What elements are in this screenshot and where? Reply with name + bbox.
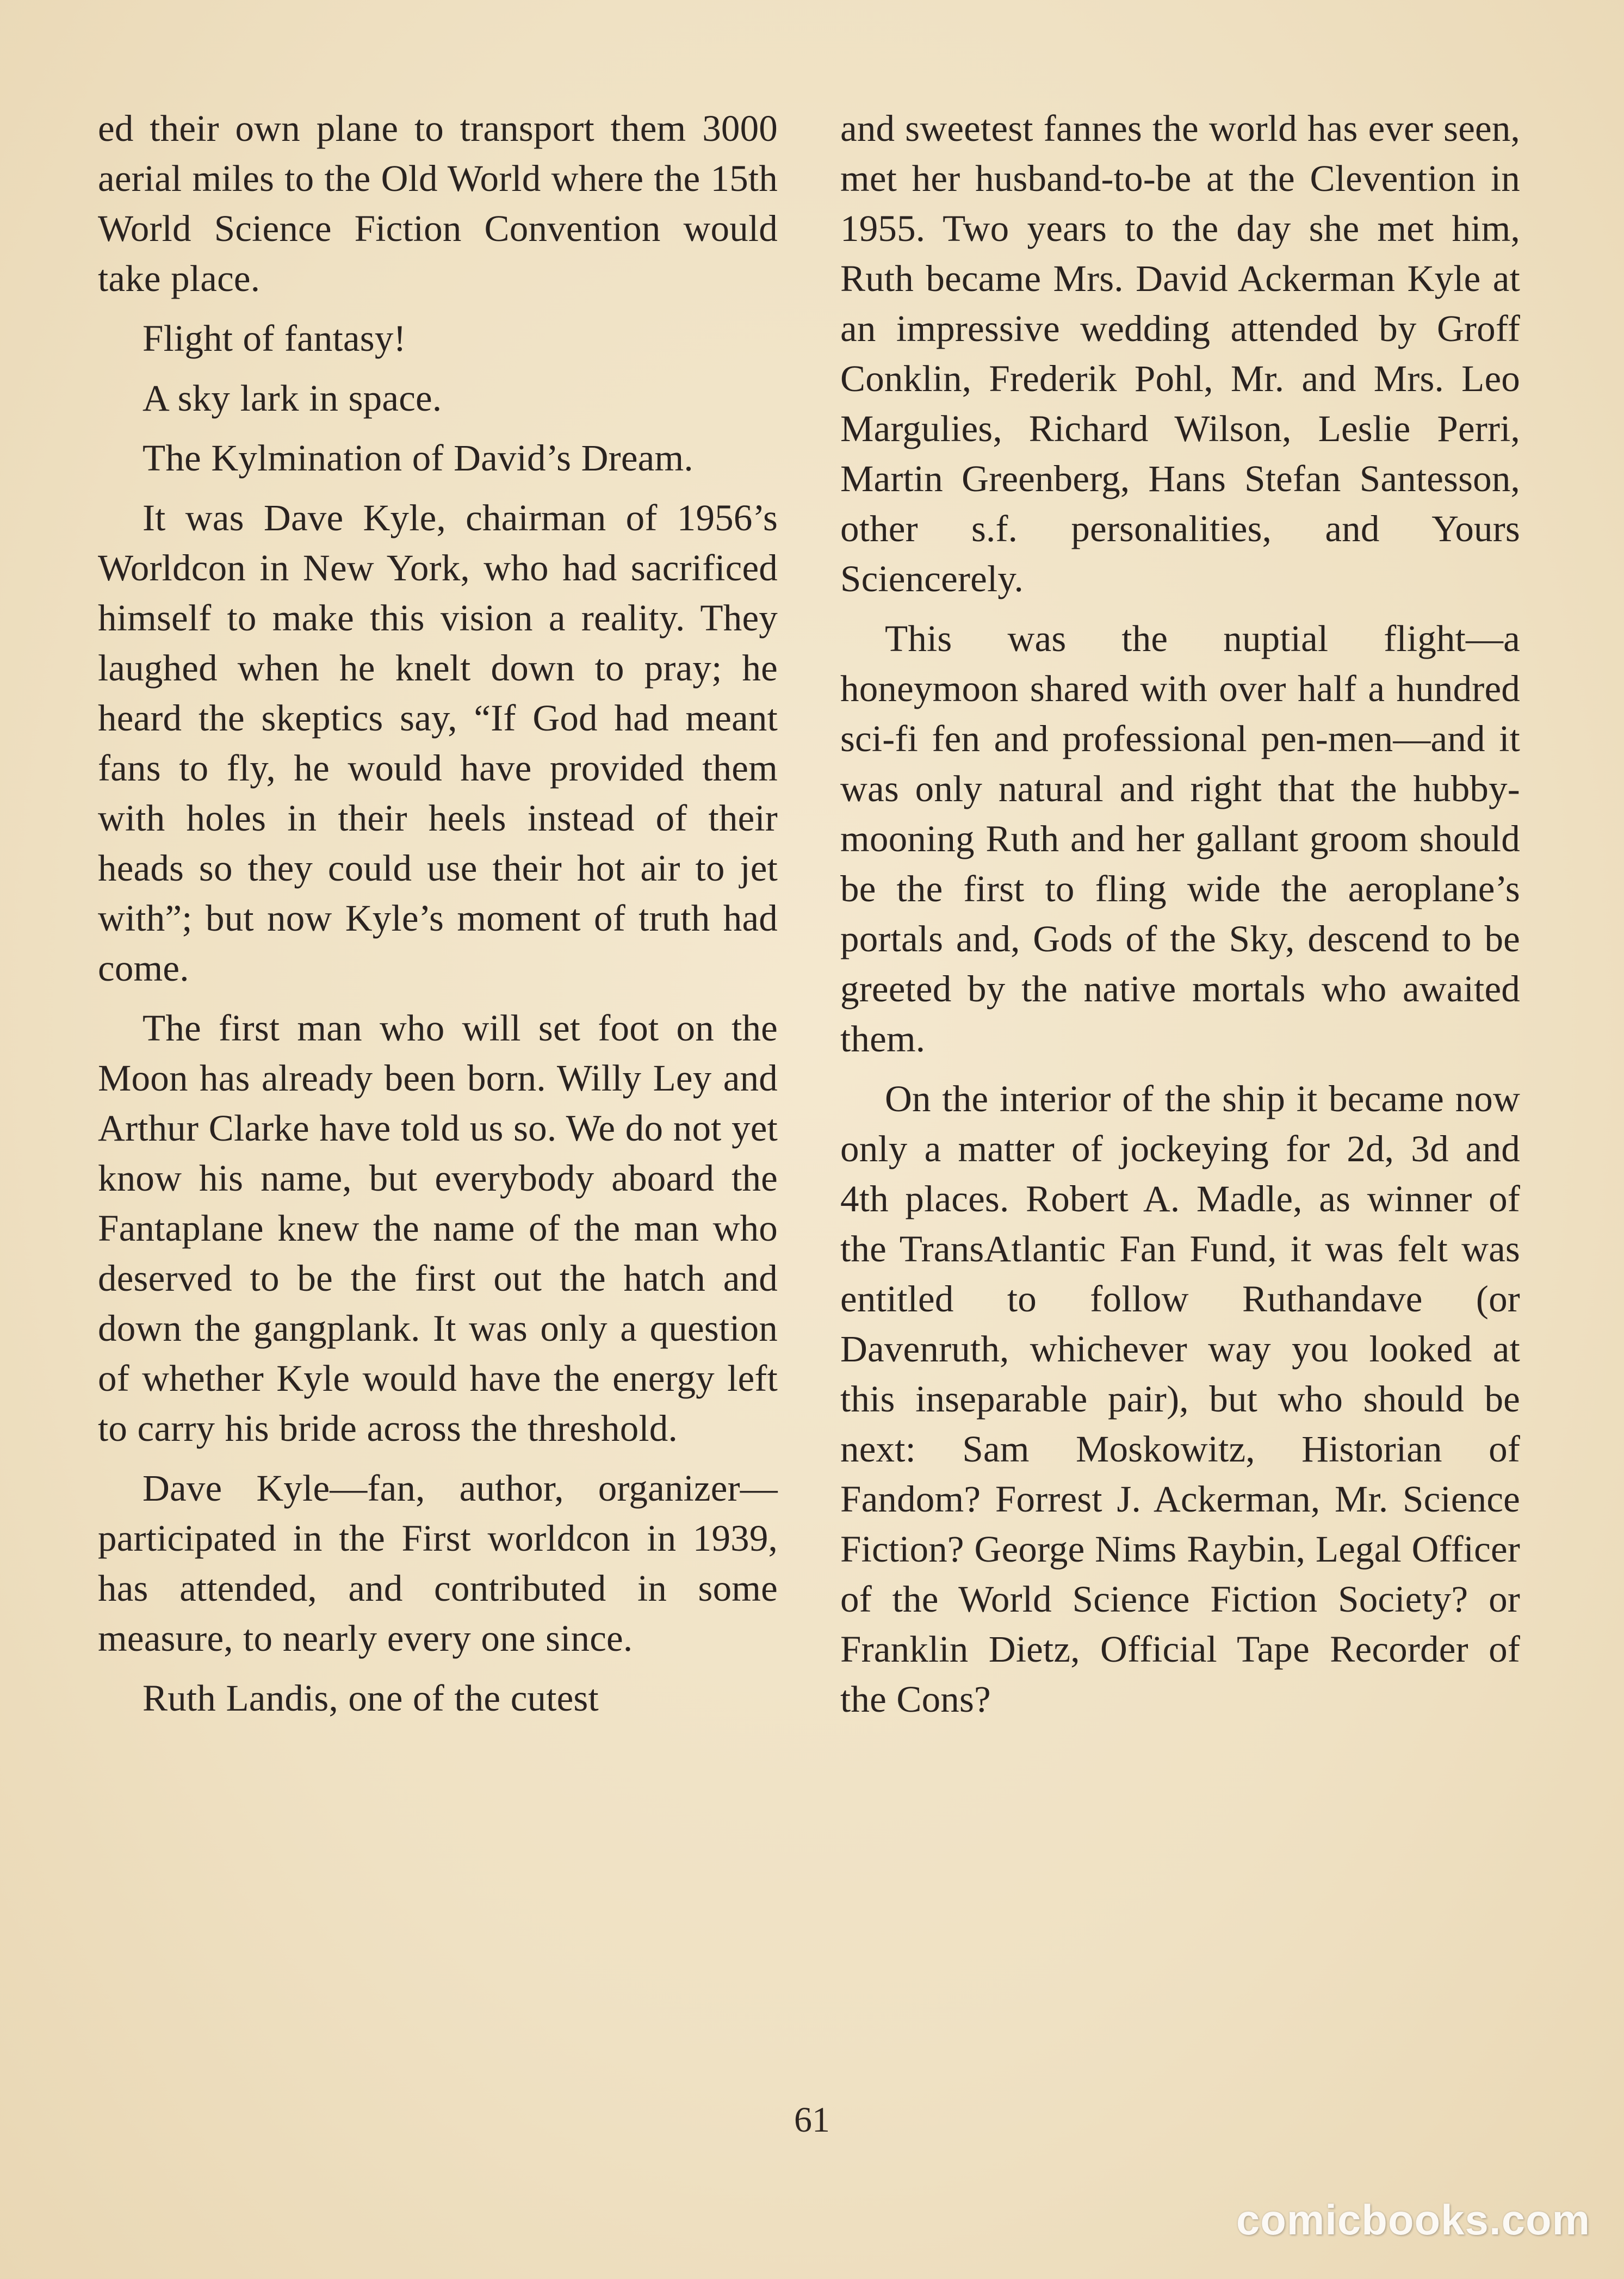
paragraph: The first man who will set foot on the Moon has already been born. Willy Ley and Arthur Clarke have told us so. We do not yet know his name, but everybody aboard the Fantaplane knew the name of the man who deserved to be the first out the hatch and down the gangplank. It was only a question of whether Kyle would have the energy left to carry his bride across the threshold. [98, 1007, 778, 1449]
paragraph: A sky lark in space. [142, 377, 442, 419]
paragraph: This was the nuptial flight—a honeymoon shared with over half a hundred sci-fi fen and professional pen-men—and it was only natural and right that the hubby-mooning Ruth and her gallant groom should be the first to fling wide the aeroplane’s portals and, Gods of the Sky, descend to be greeted by the native mortals who awaited them. [840, 618, 1520, 1060]
paragraph: The Kylmination of David’s Dream. [142, 437, 693, 479]
paragraph: Flight of fantasy! [142, 318, 406, 359]
right-column [840, 103, 1520, 1734]
paragraph: Ruth Landis, one of the cutest [142, 1677, 599, 1719]
left-column [98, 103, 778, 1733]
paragraph: ed their own plane to transport them 3000 aerial miles to the Old World where the 15th World Science Fiction Convention would take place. [98, 108, 778, 299]
paragraph: It was Dave Kyle, chairman of 1956’s Worldcon in New York, who had sacrificed himself to make this vision a reality. They laughed when he knelt down to pray; he heard the skeptics say, “If God had meant fans to fly, he would have provided them with holes in their heels instead of their heads so they could use their hot air to jet with”; but now Kyle’s moment of truth had come. [98, 497, 778, 989]
page-number: 61 [794, 2100, 830, 2140]
paragraph: Dave Kyle—fan, author, organizer—participated in the First worldcon in 1939, has attended, and contributed in some measure, to nearly every one since. [98, 1467, 778, 1659]
paragraph: and sweetest fannes the world has ever seen, met her husband-to-be at the Clevention in 1955. Two years to the day she met him, Ruth became Mrs. David Ackerman Kyle at an impressive wedding attended by Groff Conklin, Frederik Pohl, Mr. and Mrs. Leo Margulies, Richard Wilson, Leslie Perri, Martin Greenberg, Hans Stefan Santesson, other s.f. personalities, and Yours Sciencerely. [840, 108, 1520, 599]
watermark: comicbooks.com [1236, 2196, 1590, 2244]
paragraph: On the interior of the ship it became now only a matter of jockeying for 2d, 3d and 4th places. Robert A. Madle, as winner of the TransAtlantic Fan Fund, it was felt was entitled to follow Ruthandave (or Davenruth, whichever way you looked at this inseparable pair), but who should be next: Sam Moskowitz, Historian of Fandom? Forrest J. Ackerman, Mr. Science Fiction? George Nims Raybin, Legal Officer of the World Science Fiction Society? or Franklin Dietz, Official Tape Recorder of the Cons? [840, 1078, 1520, 1720]
